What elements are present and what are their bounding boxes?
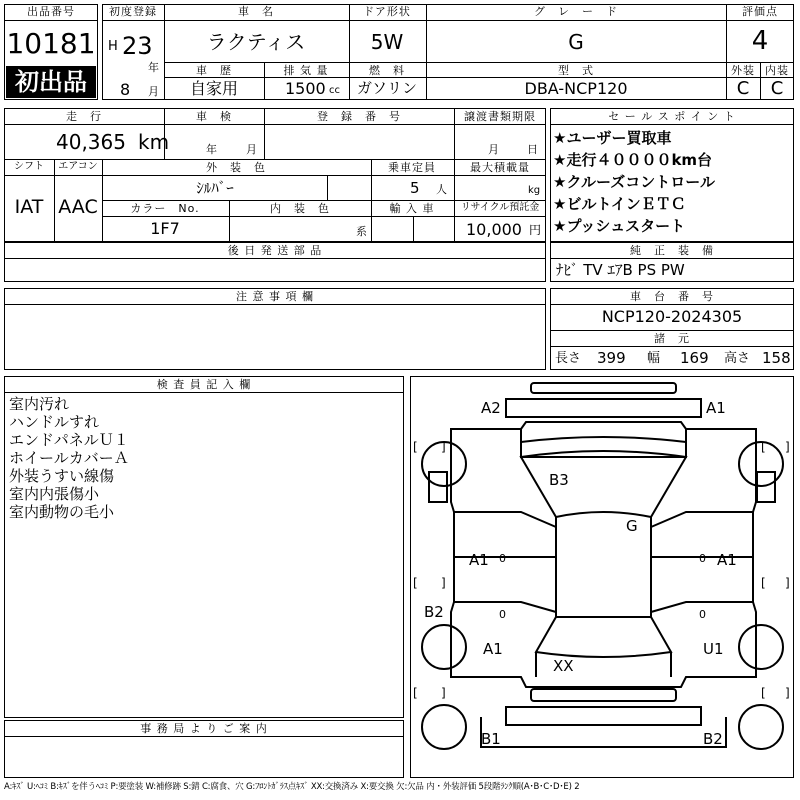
inspector-line: 室内内張傷小 <box>9 485 100 503</box>
damage-mark: B2 <box>424 603 444 621</box>
shift: IAT <box>14 196 44 218</box>
genuine-equipment-header: 純 正 装 備 <box>630 244 714 257</box>
width-label: 幅 <box>647 351 661 366</box>
door-handle-mark: 0 <box>499 608 506 621</box>
mileage: 40,365 <box>56 130 126 154</box>
displacement: 1500 <box>285 79 326 98</box>
damage-mark: G <box>626 517 638 535</box>
damage-mark: B1 <box>481 730 501 748</box>
mileage-unit: km <box>138 130 170 154</box>
length: 399 <box>597 349 626 367</box>
reg-year: 23 <box>122 32 153 60</box>
fuel-header: 燃 料 <box>369 64 405 77</box>
doc-deadline-header: 譲渡書類期限 <box>464 110 536 123</box>
damage-mark: B3 <box>549 471 569 489</box>
model-code: DBA-NCP120 <box>524 79 628 98</box>
bracket-mark: ] <box>441 440 446 454</box>
door-type: 5W <box>370 30 404 54</box>
model-header: 型 式 <box>558 64 594 77</box>
notes-header: 注 意 事 項 欄 <box>236 290 314 303</box>
length-label: 長さ <box>555 351 582 366</box>
bracket-mark: [ <box>413 440 418 454</box>
door-header: ドア形状 <box>363 5 411 18</box>
door-handle-mark: 0 <box>699 552 706 565</box>
lot-number: 10181 <box>6 27 96 60</box>
grade: G <box>568 30 584 54</box>
score: 4 <box>751 26 769 56</box>
displacement-unit: cc <box>329 85 340 96</box>
bracket-mark: ] <box>441 686 446 700</box>
era-letter: H <box>108 39 118 54</box>
exterior-color: ｼﾙﾊﾞｰ <box>196 179 234 197</box>
damage-mark: U1 <box>703 640 724 658</box>
later-parts-header: 後 日 発 送 部 品 <box>227 244 323 257</box>
bracket-mark: ] <box>441 576 446 590</box>
plate-header: 登 録 番 号 <box>317 110 401 123</box>
first-listing-badge: 初出品 <box>6 66 96 98</box>
shift-header: シフト <box>14 161 44 172</box>
inspection-year-unit: 年 <box>206 143 217 156</box>
load-header: 最大積載量 <box>470 161 530 174</box>
inspector-line: エンドパネルＵ１ <box>9 431 129 449</box>
color-header: 外 装 色 <box>206 161 266 174</box>
bracket-mark: ] <box>785 576 790 590</box>
recycle-unit: 円 <box>529 223 542 237</box>
int-color-header: 内 装 色 <box>270 202 330 215</box>
bracket-mark: ] <box>785 686 790 700</box>
damage-mark: A2 <box>481 399 501 417</box>
legend: A:ｷｽﾞ U:ﾍｺﾐ B:ｷｽﾞを伴うﾍｺﾐ P:要塗装 W:補修跡 S:錆 C:腐食、穴 G:ﾌﾛﾝﾄｶﾞﾗｽ点ｷｽﾞ XX:交換済み X:要交換 欠:欠品 内・外装評価 5段階ﾗﾝｸ順(A･B･C･D･E) 2 <box>4 782 580 792</box>
sales-point: ★クルーズコントロール <box>553 173 715 191</box>
dims-header: 諸 元 <box>654 332 690 345</box>
first-reg-header: 初度登録 <box>109 5 157 18</box>
sales-points-header: セ ー ル ス ポ イ ン ト <box>608 110 736 123</box>
lot-number-header: 出品番号 <box>27 5 75 18</box>
chassis-header: 車 台 番 号 <box>630 290 714 303</box>
damage-mark: B2 <box>703 730 723 748</box>
doc-day-unit: 日 <box>527 143 538 156</box>
exterior-header: 外装 <box>731 64 755 77</box>
car-outline <box>411 377 793 777</box>
history-header: 車 歴 <box>196 64 232 77</box>
office-header: 事 務 局 よ り ご 案 内 <box>140 722 268 735</box>
fuel: ガソリン <box>356 79 418 97</box>
genuine-equipment: ﾅﾋﾞ TV ｴｱB PS PW <box>556 261 685 279</box>
height-label: 高さ <box>724 351 751 366</box>
bracket-mark: ] <box>785 440 790 454</box>
ac: AAC <box>58 196 98 218</box>
doc-month-unit: 月 <box>488 143 499 156</box>
damage-diagram <box>410 376 794 778</box>
damage-mark: A1 <box>469 551 489 569</box>
chassis-number: NCP120-2024305 <box>601 307 743 326</box>
inspector-line: ホイールカバーＡ <box>9 449 129 467</box>
color-no: 1F7 <box>150 219 180 238</box>
bracket-mark: [ <box>761 576 766 590</box>
inspection-header: 車 検 <box>196 110 232 123</box>
import-header: 輸 入 車 <box>389 202 435 215</box>
sales-point: ★ビルトインＥＴＣ <box>553 195 686 213</box>
inspection-month-unit: 月 <box>246 143 257 156</box>
width: 169 <box>680 349 709 367</box>
load-unit: kg <box>528 185 541 196</box>
mileage-header: 走 行 <box>66 110 102 123</box>
score-header: 評価点 <box>742 5 778 18</box>
seats-unit: 人 <box>436 183 447 196</box>
sales-point: ★ユーザー買取車 <box>553 129 672 147</box>
inspector-header: 検 査 員 記 入 欄 <box>156 378 252 391</box>
door-handle-mark: 0 <box>699 608 706 621</box>
year-unit: 年 <box>148 61 159 74</box>
sales-point: ★プッシュスタート <box>553 217 686 235</box>
sales-point: ★走行４００００km台 <box>553 151 713 169</box>
inspector-line: 外装うすい線傷 <box>9 467 115 485</box>
car-name-header: 車 名 <box>238 5 274 18</box>
interior-header: 内装 <box>765 64 789 77</box>
month-unit: 月 <box>148 85 159 98</box>
seats: 5 <box>410 179 420 197</box>
inspector-line: ハンドルすれ <box>9 413 100 431</box>
door-handle-mark: 0 <box>499 552 506 565</box>
grade-header: グ レ ー ド <box>534 5 618 18</box>
interior-grade: C <box>770 78 784 99</box>
inspector-line: 室内動物の毛小 <box>9 503 115 521</box>
height: 158 <box>762 349 791 367</box>
int-color-unit: 系 <box>356 225 367 238</box>
damage-mark: A1 <box>717 551 737 569</box>
color-no-header: カラー No. <box>130 202 200 215</box>
history: 自家用 <box>189 79 239 98</box>
ac-header: エアコン <box>58 161 98 172</box>
bracket-mark: [ <box>761 440 766 454</box>
recycle-fee: 10,000 <box>466 220 522 239</box>
inspector-line: 室内汚れ <box>9 395 70 413</box>
recycle-header: リサイクル預託金 <box>460 202 540 213</box>
reg-month: 8 <box>120 80 131 99</box>
bracket-mark: [ <box>413 576 418 590</box>
seats-header: 乗車定員 <box>388 161 436 174</box>
displacement-header: 排 気 量 <box>283 64 329 77</box>
car-name: ラクティス <box>206 30 306 54</box>
damage-mark: A1 <box>706 399 726 417</box>
exterior-grade: C <box>736 78 750 99</box>
damage-mark: XX <box>553 657 574 675</box>
bracket-mark: [ <box>413 686 418 700</box>
damage-mark: A1 <box>483 640 503 658</box>
bracket-mark: [ <box>761 686 766 700</box>
